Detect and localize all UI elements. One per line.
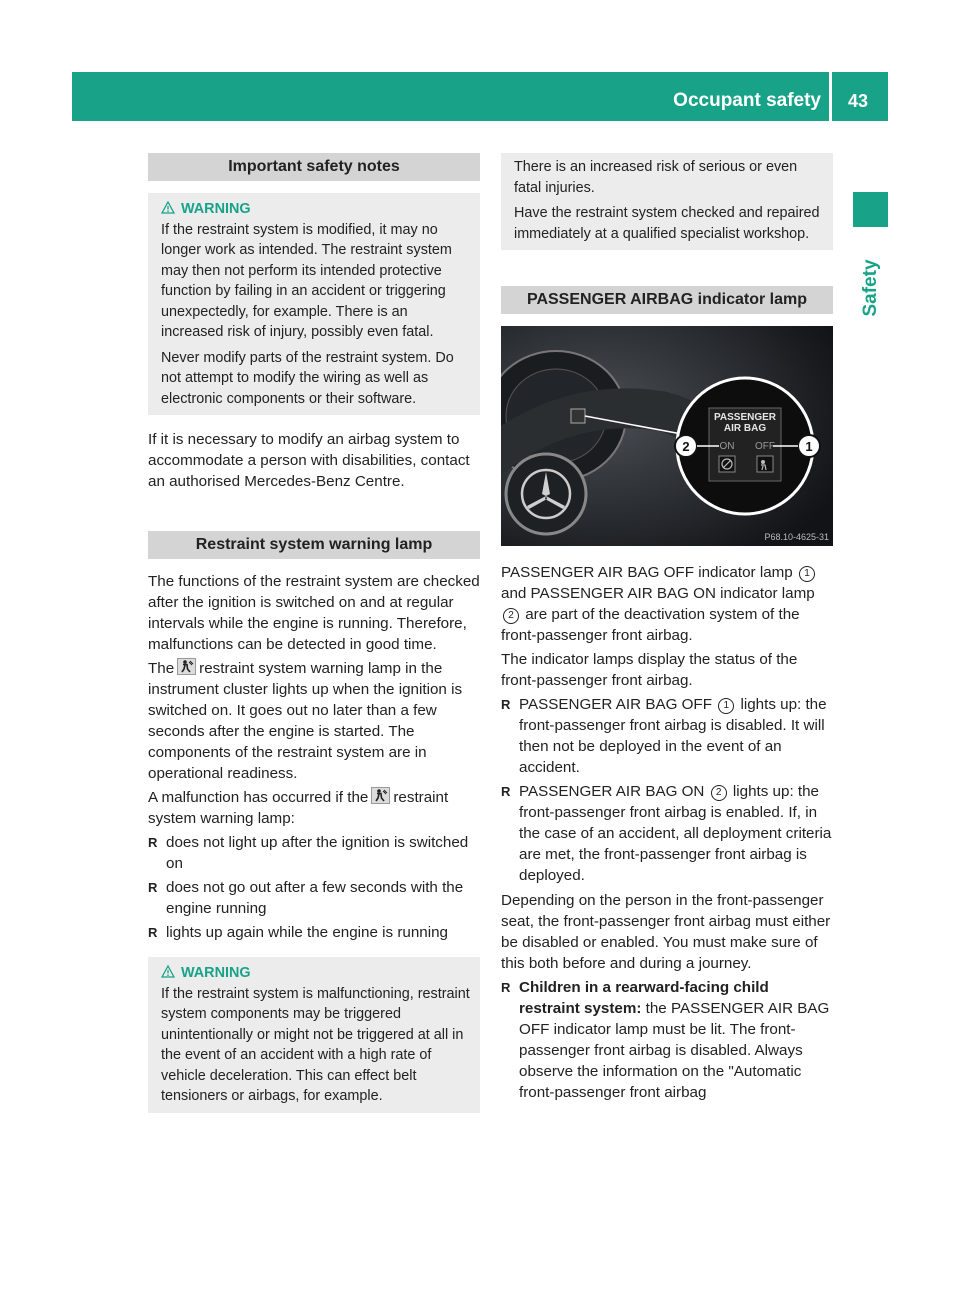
warning-title [161, 199, 473, 220]
warning-text: If the restraint system is modified, it may no longer work as intended. The restraint system may then not perform its intended protective function by failing in an accident or triggering unexpectedly, for example. There is an increased risk of injury, possibly even fatal. [161, 221, 452, 340]
list-item [148, 877, 480, 919]
header-title: Occupant safety [673, 90, 821, 111]
list-item [501, 977, 833, 1103]
callout-number: 2 [503, 608, 519, 624]
section-tab-label: Safety [860, 259, 881, 317]
bullet-icon: R [501, 784, 511, 799]
callout-number: 1 [799, 566, 815, 582]
section-tab-block [853, 192, 888, 227]
bullet-icon: R [501, 697, 511, 712]
passenger-airbag-heading: PASSENGER AIRBAG indicator lamp [501, 286, 833, 314]
list-item [148, 922, 480, 943]
text-fragment: are part of the deactivation system of the front-passenger front airbag. [501, 606, 800, 644]
child-restraint-list [501, 977, 833, 1103]
bullet-icon: R [148, 880, 158, 895]
body-paragraph: Depending on the person in the front-passenger seat, the front-passenger front airbag must either be disabled or enabled. You must make sure of this both before and during a journey. [501, 892, 831, 972]
warning-box [148, 957, 480, 1113]
figure-code: P68.10-4625-31 [764, 532, 829, 542]
list-item [148, 832, 480, 874]
right-column [501, 153, 833, 1107]
bullet-icon: R [501, 980, 511, 995]
warning-text: If the restraint system is malfunctioning, restraint system components may be triggered unintentionally or might not be triggered at all in the event of an accident with a high rate of vehicle deceleration. This can effect belt tensioners or airbags, for example. [161, 985, 470, 1104]
text-fragment: A malfunction has occurred if the [148, 789, 369, 806]
list-item-text: does not go out after a few seconds with the engine running [166, 879, 464, 917]
page-number: 43 [847, 91, 869, 111]
text-fragment: PASSENGER AIR BAG ON [519, 783, 705, 800]
list-item-lead: Children in a rearward-facing child restraint system: [519, 979, 769, 1017]
callout-number: 1 [718, 698, 734, 714]
warning-triangle-icon [161, 965, 175, 978]
callout-number: 2 [711, 785, 727, 801]
body-paragraph [148, 787, 480, 829]
figure-off-label: OFF [755, 441, 775, 452]
list-item-text: the PASSENGER AIR BAG OFF indicator lamp must be lit. The front-passenger front airbag is disabled. Always observe the information on the "Automatic front-passenger front airbag [519, 1000, 830, 1101]
body-paragraph: The functions of the restraint system are checked after the ignition is switched on and at regular intervals while the engine is running. Therefore, malfunctions can be detected in good time. [148, 573, 480, 653]
header-divider [829, 72, 832, 121]
figure-callout: 1 [805, 439, 813, 454]
body-paragraph: The indicator lamps display the status of the front-passenger front airbag. [501, 651, 798, 689]
warning-text: There is an increased risk of serious or even fatal injuries. [514, 159, 798, 196]
restraint-warning-heading: Restraint system warning lamp [148, 531, 480, 559]
body-paragraph: If it is necessary to modify an airbag system to accommodate a person with disabilities, contact an authorised Mercedes-Benz Centre. [148, 431, 470, 490]
bullet-icon: R [148, 835, 158, 850]
warning-triangle-icon [161, 201, 175, 214]
warning-label: WARNING [181, 965, 251, 981]
warning-text: Have the restraint system checked and repaired immediately at a qualified specialist workshop. [514, 205, 820, 242]
text-fragment: PASSENGER AIR BAG OFF [519, 696, 712, 713]
restraint-system-icon [371, 787, 390, 804]
restraint-system-icon [177, 658, 196, 675]
malfunction-list [148, 832, 480, 943]
warning-continuation-box [501, 153, 833, 250]
warning-title [161, 963, 473, 984]
text-fragment: lights up: the front-passenger front airbag is enabled. If, in the case of an accident, all deployment criteria are met, the front-passenger front airbag is deployed. [519, 783, 832, 884]
text-fragment: The [148, 660, 175, 677]
figure-panel-label: AIR BAG [723, 423, 767, 434]
figure-panel-label: PASSENGER [713, 412, 777, 423]
indicator-list [501, 694, 833, 886]
text-fragment: PASSENGER AIR BAG OFF indicator lamp [501, 564, 793, 581]
left-column [148, 153, 480, 1127]
text-fragment: and PASSENGER AIR BAG ON indicator lamp [501, 585, 815, 602]
list-item-text: does not light up after the ignition is switched on [166, 834, 469, 872]
airbag-indicator-figure [501, 326, 833, 546]
list-item-text: lights up again while the engine is running [166, 924, 449, 941]
text-fragment: restraint system warning lamp: [148, 789, 449, 827]
text-fragment: restraint system warning lamp in the instrument cluster lights up when the ignition is switched on. It goes out no later than a few seconds after the engine is started. The components of the restraint system are in operational readiness. [148, 660, 463, 782]
bullet-icon: R [148, 925, 158, 940]
list-item [501, 781, 833, 886]
important-safety-heading: Important safety notes [148, 153, 480, 181]
text-fragment: lights up: the front-passenger front airbag is disabled. It will then not be deployed in the event of an accident. [519, 696, 827, 776]
warning-box [148, 193, 480, 415]
body-paragraph [501, 562, 833, 646]
warning-text: Never modify parts of the restraint system. Do not attempt to modify the wiring as well as electronic components or their software. [161, 349, 454, 407]
body-paragraph [148, 658, 480, 784]
warning-label: WARNING [181, 201, 251, 217]
list-item [501, 694, 833, 778]
figure-on-label: ON [719, 441, 735, 452]
section-tab [849, 248, 893, 328]
figure-callout: 2 [682, 439, 690, 454]
